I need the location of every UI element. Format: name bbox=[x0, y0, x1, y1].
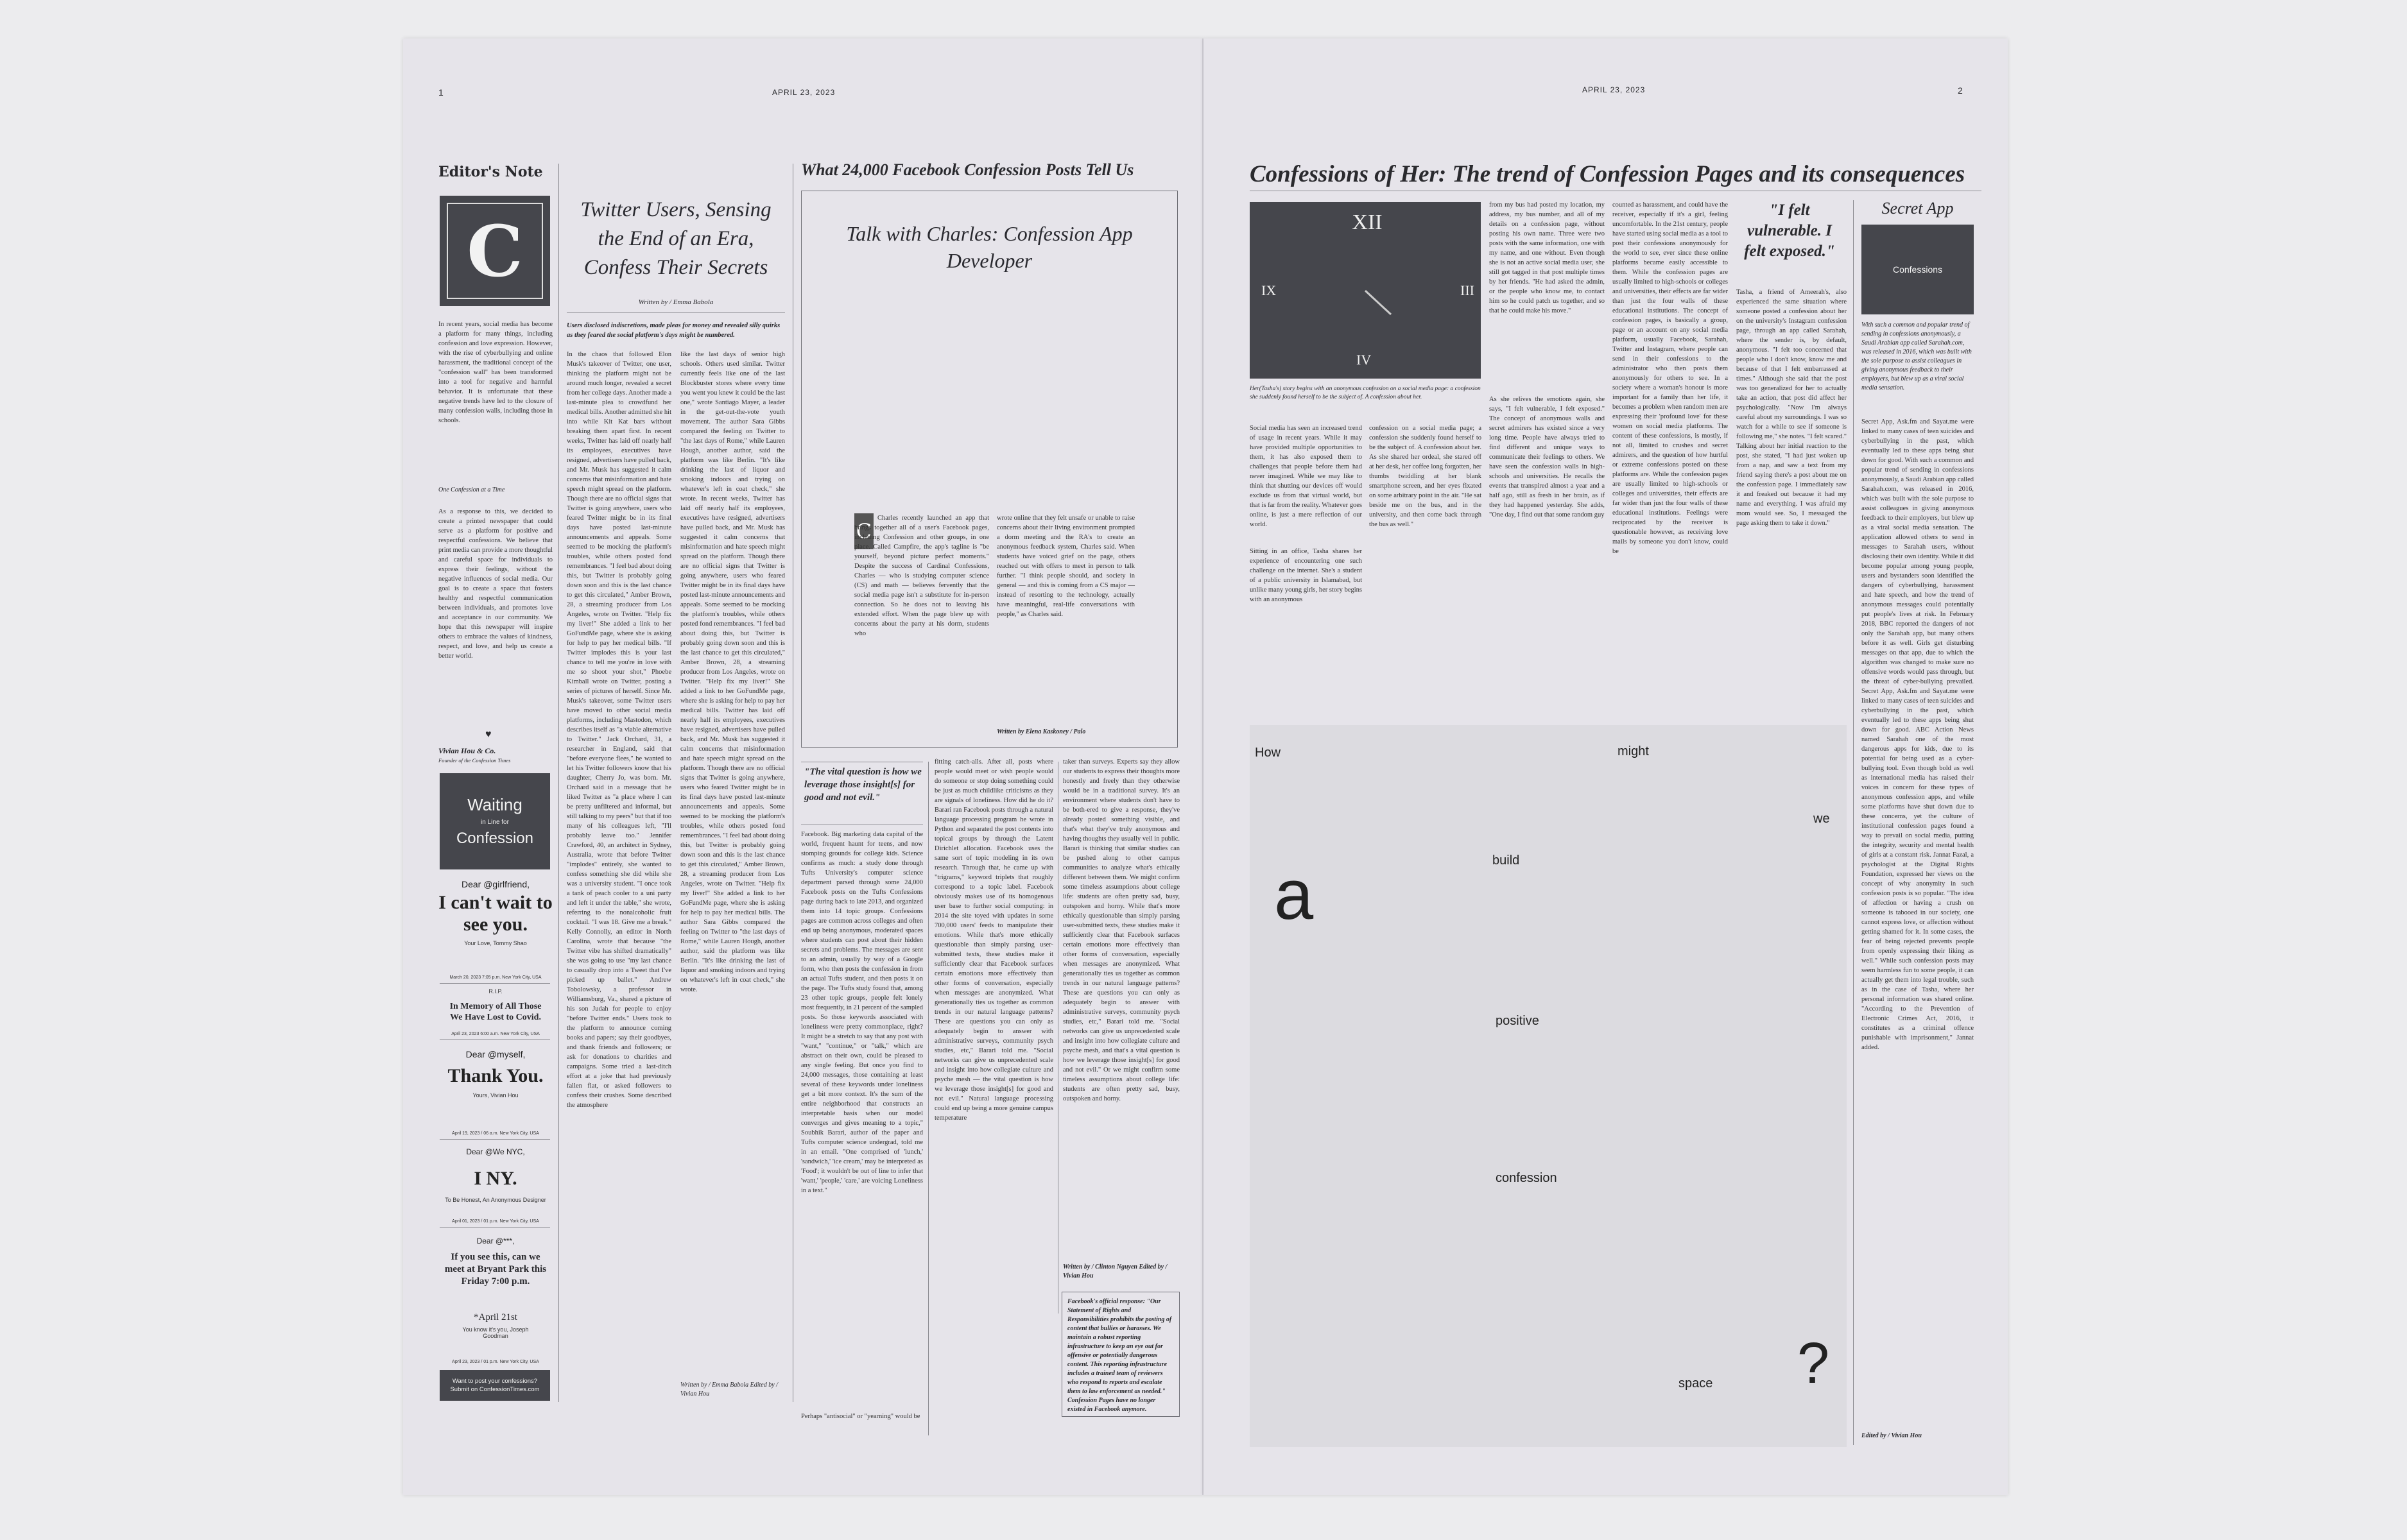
facebook-column-3: taker than surveys. Experts say they allow our students to express their thoughts more honestly and freely than they otherwise would be in a traditional survey. It's an environment where students don't have to be both-ered to give a response, they've already posted something visible, and that's what they've truly anonymous and having thoughts they usually veil in public. Barari is thinking that similar studies can be pushed along to other campus communities to analyze what's ethically different between them. We might confirm some timeless assumptions about college life: students are often pretty sad, busy, outspoken and horny. While that's more ethically questionable than simply parsing user-submitted texts, these studies make it sufficiently clear that Facebook surfaces certain emotions more effectively than other forms of conversation, especially when messages are anonymized. What generationally ties us together as common trends in our natural language patterns? These are questions you can only as adequately begin to answer with administrative surveys, community psych studies, etc," Barari told me. "Social networks can give us unprecedented scale and insight into how collegiate culture and psyche mesh, and that's a vital question is how we leverage those insight[s] for good and not evil." Or we might confirm some timeless assumptions about college life: students are often pretty sad, busy, outspoken and horny. bbox=[1063, 758, 1180, 1102]
facebook-column-2: fitting catch-alls. After all, posts where people would meet or wish people would do someone or stop doing something could be just as much childlike criticisms as they are signals of loneliness. How did he do it? Barari ran Facebook posts through a natural language processing program he wrote in Python and separated the post contents into topical groups by through the Latent Dirichlet allocation. Facebook uses the same sort of topic modeling in its own research. Through that, he came up with "trigrams," keyword triplets that roughly correspond to a topic label. Facebook obviously makes use of its homogenous user base to further social computing: in 2014 the site toyed with updates in some 700,000 users' feeds to manipulate their emotions. While that's more ethically questionable than simply parsing user-submitted texts, these studies make it sufficiently clear that Facebook surfaces certain emotions more effectively than other forms of conversation, especially when messages are anonymized. What generationally ties us together as common trends in our natural language patterns? These are questions you can only as adequately begin to answer with administrative surveys, community psych studies, etc," Barari told me. "Social networks can give us unprecedented scale and insight into how collegiate culture and psyche mesh — the vital question is how we leverage those insight[s] for good and not evil." Natural language processing could end up being a more genuine campus temperature bbox=[935, 758, 1053, 1122]
editors-note-subhead: One Confession at a Time bbox=[438, 486, 505, 493]
clock-twelve: XII bbox=[1352, 210, 1383, 234]
secret-app-body: Secret App, Ask.fm and Sayat.me were linked to many cases of teen suicides and cyberbullying in the past, which eventually led to these apps being shut down for good. With such a common and popular trend of sending in confessions anonymously, a Saudi Arabian app called Sarahah.com, was released in 2016, which was built with the sole purpose to assist colleagues in giving anonymous feedback to their employers, but blew up as a viral social media sensation. The application allowed others to send in messages to Sarahah users, without disclosing their own identity. While it did become popular among young people, users and bystanders soon identified the dangers of cyberbullying, harassment and hate speech, and how the trend of anonymous messages could potentially put people's lives at risk. In February 2018, BBC reported the dangers of not only the Sarahah app, but many others before it as well. Girls get disturbing messages on that app, due to which the algorithm was changed to make sure no offensive words would pass through, but the threat of cyber-bullying prevailed. Secret App, Ask.fm and Sayat.me were linked to many cases of teen suicides and cyberbullying in the past, which eventually led to these apps being shut down for good. ABC Action News named Sarahah one of the most dangerous apps for kids, due to its potential for being used as a cyber-bullying tool. Even though bold as well as international media has raised their voices in concern for these types of anonymous confession apps, and while some platforms have shut down due to these concerns, yet the culture of institutional confession pages found a way to prevail on social media, putting the integrity, security and mental health of girls at a constant risk. Jannat Fazal, a psychologist at the Digital Rights Foundation, expressed her views on the concept of why anonymity in such confession posts is so popular. "The idea of affection or having a crush on someone is tabooed in our society, one cannot express love, or affection without getting shamed for it. In some cases, the fear of being rejected prevents people from openly expressing their liking as well." While such confession posts may seem harmless fun to some people, it can actually get them into legal trouble, such as in the case of Tasha, where her personal information was shared online. "According to the Prevention of Electronic Crimes Act, 2016, it constitutes as a criminal offence punishable with imprisonment," Jannat added. bbox=[1861, 418, 1974, 1051]
editors-note-paragraph-1: In recent years, social media has become a platform for many things, including confession and love expression. However, with the rise of cyberbullying and online harassment, the traditional concept of the "confession wall" has been transformed into a tool for negative and harmful behavior. It is unfortunate that these negative trends have led to the closure of many confession walls, including those in schools. bbox=[438, 321, 553, 424]
ad-dear-stars: Dear @***, bbox=[476, 1236, 515, 1245]
secret-app-byline: Edited by / Vivian Hou bbox=[1861, 1432, 1922, 1439]
editors-note-paragraph-2: As a response to this, we decided to create a printed newspaper that could serve as a platform for positive and respectful confessions. We believe that print media can provide a more thoughtful and careful space for individuals to express their feelings, without the negative influences of social media. Our goal is to create a space that fosters healthy and respectful communication between individuals, and promotes love and acceptance in our community. We hope that this newspaper will inspire others to embrace the values of kindness, respect, and love, and help us create a better world. bbox=[438, 508, 553, 660]
story-column-d: Tasha, a friend of Ameerah's, also experienced the same situation where someone posted a confession about her on the university's Instagram confession page, through an app called Sarahah, where the sender is, by default, anonymous. "I felt too concerned that people who I don't know, know me and because of that I felt embarrassed at times." Although she said that the post was too generalized for her to actually take an action, that post did affect her psychologically. "Now I'm always careful about my surroundings. I was so watch for a while to see if someone is following me," she notes. "I felt scared." Talking about her initial reaction to the post, she stated, "I had just woken up from a nap, and saw a text from my friend saying there's a post about me on the confession page. I immediately saw it and freaked out because it had my name and everything. I was afraid my mom would see. So, I messaged the page asking them to take it down." bbox=[1736, 289, 1847, 527]
scatter-word-positive: positive bbox=[1496, 1014, 1539, 1028]
ad-date-5: April 23, 2023 / 01 p.m. New York City, USA bbox=[452, 1360, 539, 1364]
story-column-a: Social media has seen an increased trend of usage in recent years. While it may have provided multiple opportunities to them, it has also exposed them to challenges that people before them had never imagined. While we may like to think that shutting our devices off would exclude us from that virtual world, but that is far from the reality. Whatever goes online, is just a mere reflection of our world. bbox=[1250, 425, 1362, 528]
story-column-c: counted as harassment, and could have the receiver, especially if it's a girl, feeling uncomfortable. In the 21st century, people have started using social media as a tool to post their confessions anonymously for the world to see, ever since these online platforms became easily accessible to them. While the confession pages are usually limited to high-schools or colleges and universities, their effects are far wider than just the four walls of these educational institutions. The concept of confession pages, is basically a group, page or an account on any social media platform, usually Facebook, Sarahah, Twitter and Instagram, where people can send in their confessions to the administrator who then posts them anonymously for others to see. In a society where a woman's honour is more important for a family than her life, it becomes a problem when random men are expressing their 'profound love' for these women on social media platforms. The content of these confessions, is mostly, if not all, limited to crushes and secret admirers, and the question of how hurtful or extreme confessions posted on these platforms are. While the confession pages are usually limited to high-schools or colleges and universities, their effects are far wider than just the four walls of these educational institutions. Feelings were reciprocated by the receiver is questionable however, as receiving love mails by someone you don't know, could be bbox=[1612, 201, 1728, 555]
facebook-column-1: Facebook. Big marketing data capital of the world, frequent haunt for teens, and now stomping grounds for college kids. Science confirms as much: a study done through Tufts University's computer science department parsed through some 24,000 Facebook posts on the Tufts Confessions page during back to late 2013, and organized them into 14 topic groups. Confessions pages are common across colleges and often end up being anonymous, moderated spaces where students can post about their hidden secrets and problems. The messages are sent to an admin, usually by way of a Google form, who then posts the confession in from an actual Tufts student, and then posts it on the page. The Tufts study found that, among 23 other topic groups, people felt lonely most frequently, in 21 percent of the sampled posts. So those keywords associated with loneliness were pretty commonplace, right? It might be a stretch to say that any post with "want," "continue," or "talk," which are abstract on their own, could be pleased to any single feeling. But once you find to 24,000 messages, those containing at least several of these keywords under loneliness get a bit more context. It's the sum of the entire neighborhood that constructs an interpretable basis when our model converges and gives meaning to a topic," Soubhik Barari, author of the paper and Tufts computer science undergrad, told me in an email. "One comprised of 'lunch,' 'sandwich,' 'ice cream,' may be interpreted as 'Food'; it wouldn't be out of line to infer that 'want,' 'people,' 'care,' are voicing Loneliness in a text." bbox=[801, 831, 924, 1194]
right-page bbox=[1204, 38, 2008, 1495]
twitter-byline: Written by / Emma Babola bbox=[638, 298, 714, 306]
scatter-word-we: we bbox=[1813, 812, 1830, 826]
ad-cant-wait: I can't wait to see you. bbox=[438, 892, 553, 935]
scatter-question-mark: ? bbox=[1797, 1331, 1830, 1396]
ad-dear-nyc: Dear @We NYC, bbox=[466, 1147, 525, 1156]
right-pull-quote: "I felt vulnerable. I felt exposed." bbox=[1744, 201, 1835, 260]
clock-nine: IX bbox=[1261, 282, 1277, 298]
editors-logo bbox=[440, 196, 550, 306]
ad-april-sub: You know it's you, Joseph Goodman bbox=[462, 1326, 529, 1339]
ad-i-love-ny: I NY. bbox=[474, 1168, 517, 1189]
waiting-ad-title: Waiting bbox=[467, 795, 522, 814]
facebook-column-1-tail: Perhaps "antisocial" or "yearning" would be bbox=[801, 1413, 920, 1420]
editors-signature: Vivian Hou & Co. bbox=[438, 746, 496, 755]
ad-signature-2: Yours, Vivian Hou bbox=[472, 1092, 519, 1099]
twitter-dek: Users disclosed indiscretions, made pleas for money and revealed silly quirks as they feared the social platform's days might be numbered. bbox=[567, 322, 781, 339]
ad-rip: R.I.P. bbox=[488, 988, 503, 995]
heart-icon: ♥ bbox=[485, 729, 492, 740]
facebook-response-text: Facebook's official response: "Our Statement of Rights and Responsibilities prohibits the posting of content that bullies or harasses. We maintain a robust reporting infrastructure to keep an eye out for offensive or potentially dangerous content. This reporting infrastructure includes a trained team of reviewers who respond to reports and escalate them to law enforcement as needed." Confession Pages have no longer existed in Facebook anymore. bbox=[1067, 1298, 1172, 1413]
waiting-ad bbox=[440, 773, 550, 869]
ad-signature-1: Your Love, Tommy Shao bbox=[464, 940, 527, 946]
clock-three: III bbox=[1460, 282, 1474, 298]
interview-drop-cap: C bbox=[854, 513, 874, 549]
story-column-a-2: Sitting in an office, Tasha shares her experience of encountering one such challenge on the internet. She's a student of a public university in Islamabad, but unlike many young girls, her story begins with an anonymous bbox=[1250, 548, 1362, 603]
facebook-section-title: What 24,000 Facebook Confession Posts Tell Us bbox=[801, 160, 1134, 179]
secret-app-image bbox=[1861, 225, 1974, 314]
page-number: 1 bbox=[438, 87, 444, 98]
scatter-word-might: might bbox=[1618, 744, 1649, 758]
facebook-pull-quote: "The vital question is how we leverage those insight[s] for good and not evil." bbox=[804, 767, 922, 803]
secret-app-dek: With such a common and popular trend of sending in confessions anonymously, a Saudi Arabian app called Sarahah.com, was released in 2016, which was built with the sole purpose to assist colleagues in giving anonymous feedback to their employers, but blew up as a viral social media sensation. bbox=[1861, 321, 1972, 391]
twitter-footer: Written by / Emma Babola Edited by / Vivian Hou bbox=[680, 1382, 778, 1398]
story-column-b-2: As she relives the emotions again, she says, "I felt vulnerable, I felt exposed." The concept of anonymous walls and secret admirers has existed since a very long time. People have always tried to find different and unique ways to communicate their feelings to others. We have seen the confession walls in high-schools and universities. He recalls the events that transpired almost a year and a half ago, still as fresh in her brain, as if they had happened yesterday. She adds, "One day, I find out that some random guy bbox=[1489, 396, 1605, 518]
ad-date-3: April 19, 2023 / 06 a.m. New York City, USA bbox=[452, 1131, 539, 1136]
twitter-column-2: like the last days of senior high schools. Others used similar. Twitter currently feels like one of the last Blockbuster stores where every time you went you knew it could be the last one," wrote Santiago Mayer, a leader in the get-out-the-vote youth movement. The author Sara Gibbs compared the feeling on Twitter to "the last days of Rome," while Lauren Hough, another author, said the platform was like Berlin. "It's like drinking the last of liquor and smoking indoors and trying on whatever's left in coat check," she wrote. In recent weeks, Twitter has laid off nearly half its employees, executives have resigned, advertisers have pulled back, and Mr. Musk has suggested it calm concerns that misinformation and hate speech might spread on the platform. Though there are no official signs that Twitter is going anywhere, users who feared Twitter might be in its final days have posted last-minute announcements and appeals. Some seemed to be mocking the platform's troubles, while others posted fond remembrances. "I feel bad about doing this, but Twitter is probably going down soon and this is the last chance to get this circulated," Amber Brown, 28, a streaming producer from Los Angeles, wrote on Twitter. "Help fix my liver!" She added a link to her GoFundMe page, where she is asking for help to pay her medical bills. Twitter has laid off nearly half its employees, executives have resigned, advertisers have pulled back, and Mr. Musk has suggested it calm concerns that misinformation and hate speech might spread on the platform. Though there are no official signs that Twitter is going anywhere, users who feared Twitter might be in its final days have posted last-minute announcements and appeals. Some seemed to be mocking the platform's troubles, while others posted fond remembrances. "I feel bad about doing this, but Twitter is probably going down soon and this is the last chance to get this circulated," Amber Brown, 28, a streaming producer from Los Angeles, wrote on Twitter. "Help fix my liver!" She added a link to her GoFundMe page, where she is asking for help to pay her medical bills. The author Sara Gibbs compared the feeling on Twitter to "the last days of Rome," while Lauren Hough, another author, said the platform was like Berlin. "It's like drinking the last of liquor and smoking indoors and trying on whatever's left in coat check," she wrote. bbox=[680, 351, 786, 993]
ad-thank-you: Thank You. bbox=[447, 1065, 544, 1086]
ad-dear-girlfriend: Dear @girlfriend, bbox=[461, 879, 530, 889]
ad-signature-3: To Be Honest, An Anonymous Designer bbox=[445, 1197, 546, 1203]
page-date: APRIL 23, 2023 bbox=[1582, 85, 1646, 94]
art-panel bbox=[1250, 725, 1847, 1447]
story-column-b: confession on a social media page; a confession she suddenly found herself to be the subject of. A confession about her. As she shared her ordeal, she stared off at her desk, her coffee long forgotten, her thumbs twiddling at her blank smartphone screen, and her eyes fixated on some arbitrary point in the air. "He sat beside me on the bus, and in the university, and then come back through the bus as well." bbox=[1369, 425, 1481, 528]
page-number: 2 bbox=[1958, 85, 1963, 96]
facebook-response-box bbox=[1062, 1292, 1180, 1417]
ad-dear-myself: Dear @myself, bbox=[465, 1049, 526, 1059]
ad-meet-bryant-park: If you see this, can we meet at Bryant Park this Friday 7:00 p.m. bbox=[444, 1252, 547, 1287]
scatter-word-how: How bbox=[1255, 746, 1281, 760]
story-column-a-top: from my bus had posted my location, my address, my bus number, and all of my details on a confession page, without posting his own name. Three were two posts with the same information, one with my name, and one without. Even though she is not an active social media user, she still got tagged in that post multiple times by her friends. "He had asked the admin, or the people who know me, to contact him so he could patch us together, and so that he could make his move." bbox=[1489, 201, 1605, 314]
right-headline: Confessions of Her: The trend of Confession Pages and its consequences bbox=[1250, 161, 1965, 187]
secret-app-title: Secret App bbox=[1881, 199, 1954, 218]
twitter-column-1: In the chaos that followed Elon Musk's takeover of Twitter, one user, thinking the platform might not be around much longer, revealed a secret from her college days. Another made a last-minute plea to crowdfund her medical bills. Another admitted she hit into while Kit Kat bars without breaking them apart first. In recent weeks, Twitter has laid off nearly half its employees, executives have resigned, advertisers have pulled back, and Mr. Musk has suggested it calm concerns that misinformation and hate speech might spread on the platform. Though there are no official signs that Twitter is going anywhere, users who feared Twitter might be in its final days have posted last-minute announcements and appeals. Some seemed to be mocking the platform's troubles, while others posted fond remembrances. "I feel bad about doing this, but Twitter is probably going down soon and this is the last chance to get this circulated," Amber Brown, 28, a streaming producer from Los Angeles, wrote on Twitter. "Help fix my liver!" She added a link to her GoFundMe page, where she is asking for help to pay her medical bills. "If Twitter implodes this is your last chance to tell me you're in love with me so shoot your shot," Phoebe Kimball wrote on Twitter, posting a series of pictures of herself. Since Mr. Musk's takeover, some Twitter users have moved to other social media platforms, including Mastodon, which describes itself as "a viable alternative to Twitter." Jack Orchard, 31, a researcher in England, said that "before everyone flees," he wanted to let his Twitter followers know that his daughter, Cherry Jo, was born. Mr. Orchard said in a message that he liked Twitter as "a place where I can be pretty unfiltered and informal, but still talking to my peers" but that if too many of his colleagues left, "I'll probably leave too." Jennifer Crawford, 40, an architect in Sydney, Australia, wrote that before Twitter "implodes" entirely, she wanted to confess something she did while she was a university student. "I once took a tank of peach cooler to a uni party and left it under the table," she wrote, referring to the nonalcoholic fruit cocktail. "I was 18. Give me a break." Kelly Connolly, an editor in North Carolina, wrote that because "the Twitter vibe has shifted dramatically" she was going to use "my last chance to casually drop into a Tweet that I've picked up ballet." Andrew Tobolowsky, a professor in Williamsburg, Va., shared a picture of his son Judah for people to enjoy "before Twitter ends." Users took to the platform to announce coming books and papers; say their goodbyes, and thank friends and followers; or ask for donations to charities and campaigns. Some tried a last-ditch effort at a joke that had previously fallen flat, or asked followers to confess their crushes. Some described the atmosphere bbox=[567, 351, 671, 1109]
interview-column-2: wrote online that they felt unsafe or unable to raise concerns about their living environment prompted a dorm meeting and the RA's to create an anonymous feedback system, Charles said. When students have voiced grief on the page, others reached out with offers to meet in person to talk further. "I think people should, and society in general — and this is coming from a CS major — instead of resorting to the technology, actually have meaningful, real-life conversations with people," as Charles said. bbox=[997, 515, 1135, 618]
scatter-word-space: space bbox=[1678, 1376, 1713, 1390]
waiting-ad-sub: in Line for bbox=[481, 819, 509, 826]
clock-caption: Her(Tasha's) story begins with an anonymous confession on a social media page: a confession she suddenly found herself to be the subject of. A confession about her. bbox=[1250, 386, 1481, 400]
ad-date-4: April 01, 2023 / 01 p.m. New York City, USA bbox=[452, 1219, 539, 1224]
ad-date-1: March 20, 2023 7:05 p.m. New York City, USA bbox=[449, 975, 542, 980]
interview-byline: Written by Elena Kaskoney / Palo bbox=[997, 728, 1086, 735]
scatter-word-build: build bbox=[1492, 853, 1520, 868]
interview-title: Talk with Charles: Confession App Developer bbox=[846, 222, 1133, 272]
twitter-headline: Twitter Users, Sensing the End of an Era, Confess Their Secrets bbox=[580, 198, 772, 279]
submit-confession-button[interactable]: Want to post your confessions? Submit on ConfessionTimes.com bbox=[440, 1370, 550, 1401]
facebook-column-3-byline: Written by / Clinton Nguyen Edited by / Vivian Hou bbox=[1063, 1263, 1168, 1279]
left-page bbox=[403, 38, 1204, 1495]
editors-note-title: Editor's Note bbox=[438, 164, 543, 180]
ad-date-2: April 23, 2023 6:00 a.m. New York City, USA bbox=[451, 1032, 540, 1036]
editors-signature-role: Founder of the Confession Times bbox=[438, 757, 511, 764]
page-date: APRIL 23, 2023 bbox=[772, 88, 836, 97]
ad-in-memory: In Memory of All Those We Have Lost to Covid. bbox=[449, 1002, 542, 1022]
clock-six: IV bbox=[1356, 352, 1372, 368]
scatter-word-a: a bbox=[1274, 855, 1314, 934]
interview-column-1: Charles recently launched an app that brings together all of a user's Facebook pages, including Confession and other groups, in one place. Called Campfire, the app's tagline is "be yourself, beyond picture perfect moments." Despite the success of Cardinal Confessions, Charles — who is studying computer science (CS) and math — believes fervently that the social media page isn't a substitute for in-person connection. So he does not to leaving his extended effort. When the page blew up with concerns about the party at his dorm, students who bbox=[854, 515, 989, 637]
secret-app-image-text: Confessions bbox=[1892, 264, 1943, 275]
scatter-word-confession: confession bbox=[1496, 1171, 1557, 1185]
ad-april: *April 21st bbox=[474, 1312, 517, 1322]
waiting-ad-word: Confession bbox=[456, 830, 534, 847]
logo-letter: C bbox=[447, 203, 543, 299]
